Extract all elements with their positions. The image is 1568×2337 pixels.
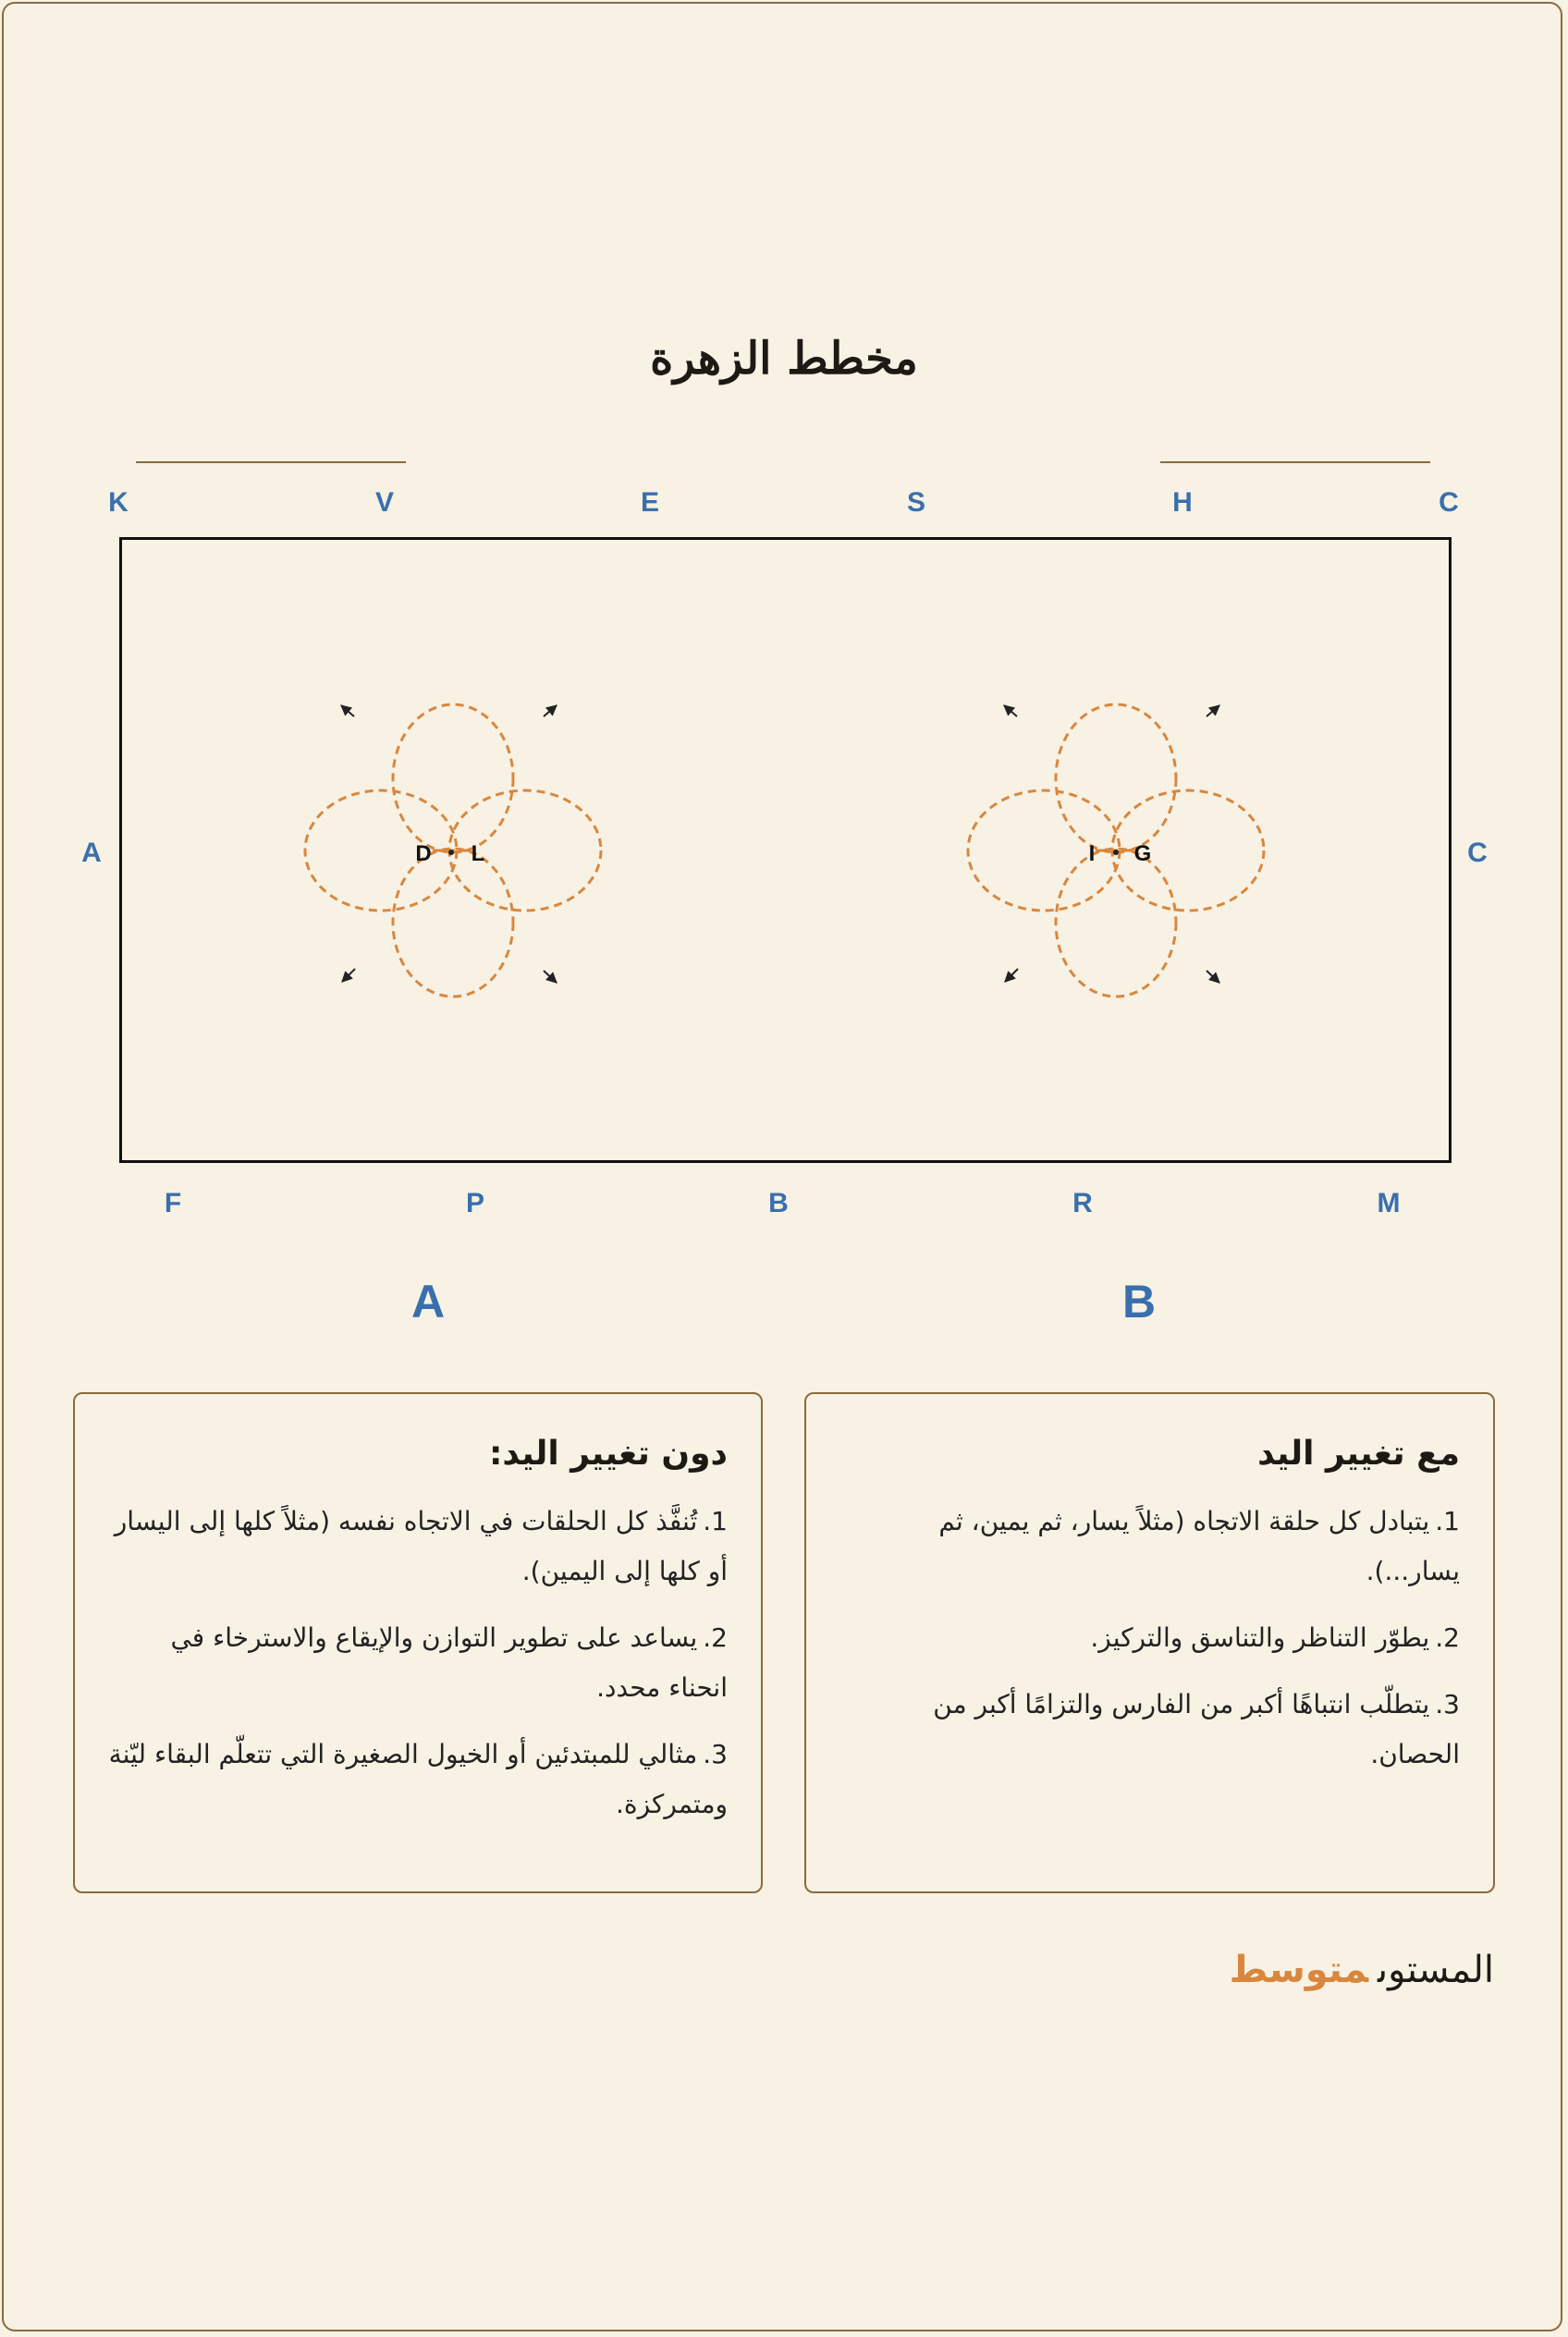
card-without-change [73, 1392, 763, 1893]
difficulty-level [1230, 1949, 1494, 1991]
arena-letter-top-3: E [640, 487, 660, 518]
card-with-change-heading: مع تغيير اليد [1257, 1435, 1460, 1473]
level-label: المستوى [1378, 1949, 1494, 1991]
arena-letter-left: A [81, 838, 102, 868]
arena-letter-top-1: K [108, 487, 129, 518]
card-with-change-list [839, 1497, 1460, 1780]
figure-a-letter-right: L [471, 841, 485, 866]
arena-letter-bottom-5: M [1377, 1188, 1401, 1218]
list-item: 3.يتطلّب انتباهًا أكبر من الفارس والتزامًا أكبر من الحصان. [933, 1689, 1460, 1769]
arena-letter-bottom-4: R [1072, 1188, 1093, 1218]
figure-b-letter-left: I [1088, 841, 1096, 866]
list-item: 2.يساعد على تطوير التوازن والإيقاع والاسترخاء في انحناء محدد. [170, 1622, 728, 1703]
arena-letter-top-5: H [1172, 487, 1193, 518]
arrow-nw-b [1004, 705, 1017, 716]
arena-letter-bottom-3: B [768, 1188, 789, 1218]
arrow-sw-b [1005, 969, 1018, 982]
arena-letter-top-4: S [906, 487, 926, 518]
figure-b-letter-right: G [1133, 841, 1152, 866]
arrow-ne-a [544, 705, 557, 716]
card-without-change-list [108, 1497, 728, 1829]
arena-letter-bottom-1: F [164, 1188, 182, 1218]
list-item: 1.يتبادل كل حلقة الاتجاه (مثلاً يسار، ثم يمين، ثم يسار...). [938, 1506, 1460, 1586]
card-without-change-heading: دون تغيير اليد: [488, 1435, 728, 1473]
card-with-change [804, 1392, 1495, 1893]
arena-letter-top-6: C [1439, 487, 1459, 518]
list-item: 3.مثالي للمبتدئين أو الخيول الصغيرة التي تتعلّم البقاء ليّنة ومتمركزة. [108, 1739, 728, 1819]
flower-figure-a [305, 704, 601, 997]
figure-a-letter-left: D [415, 841, 432, 866]
arrow-sw-a [342, 969, 355, 982]
arrow-se-b [1207, 971, 1219, 983]
arena-letter-bottom-2: P [465, 1188, 485, 1218]
arrow-se-a [544, 971, 557, 983]
arrow-nw-a [341, 705, 354, 716]
section-label-b: B [1121, 1276, 1157, 1328]
section-label-a: A [410, 1276, 446, 1328]
page-title: مخطط الزهرة [650, 333, 918, 385]
level-value: متوسط [1229, 1949, 1369, 1991]
list-item: 2.يطوّر التناظر والتناسق والتركيز. [1090, 1622, 1460, 1653]
list-item: 1.تُنفَّذ كل الحلقات في الاتجاه نفسه (مثلاً كلها إلى اليسار أو كلها إلى اليمين). [114, 1506, 728, 1586]
arena-letter-top-2: V [374, 487, 395, 518]
arrow-ne-b [1207, 705, 1219, 716]
figure-a-center-dot [448, 850, 454, 855]
flower-figure-b [968, 704, 1264, 997]
arena-letter-right: C [1467, 838, 1488, 868]
figure-b-center-dot [1113, 850, 1119, 855]
